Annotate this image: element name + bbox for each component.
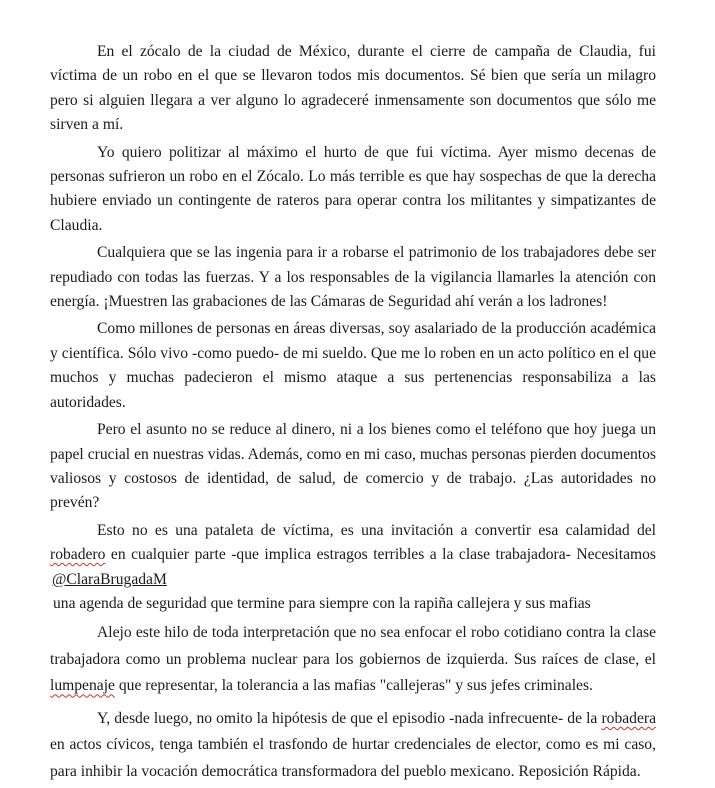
paragraph-4: Como millones de personas en áreas diversas, soy asalariado de la producción académica y científica. Sólo vivo -como puedo- de mi sueldo. Que me lo roben en un acto político en el que muchos y muchas padecieron el mismo ataque a sus pertenencias responsabiliza a las autoridades. xyxy=(50,320,656,411)
paragraph-8 xyxy=(50,706,656,786)
paragraph-7-text-b: que representar, la tolerancia a las mafias "callejeras" y sus jefes criminales. xyxy=(118,677,593,695)
paragraph-6-continuation: una agenda de seguridad que termine para siempre con la rapiña callejera y sus mafias xyxy=(53,594,591,612)
spelling-flag-robadera[interactable]: robadera xyxy=(601,709,656,727)
mention-link[interactable]: @ClaraBrugadaM xyxy=(52,570,167,588)
paragraph-1: En el zócalo de la ciudad de México, durante el cierre de campaña de Claudia, fui víctima de un robo en el que se llevaron todos mis documentos. Sé bien que sería un milagro pero si alguien llegara a ver alguno lo agradeceré inmensamente son documentos que sólo me sirven a mí. xyxy=(50,43,656,134)
paragraph-3: Cualquiera que se las ingenia para ir a robarse el patrimonio de los trabajadores debe ser repudiado con todas las fuerzas. Y a los responsables de la vigilancia llamarles la atención con energía. ¡Muestren las grabaciones de las Cámaras de Seguridad ahí verán a los ladrones! xyxy=(50,244,656,311)
spelling-flag-robadero[interactable]: robadero xyxy=(50,546,106,564)
paragraph-7 xyxy=(50,620,656,700)
paragraph-6-text-b: en cualquier parte -que implica estragos terribles a la clase trabajadora- Necesitamos xyxy=(110,546,656,564)
document-page xyxy=(50,40,656,788)
paragraph-7-text-a: Alejo este hilo de toda interpretación que no sea enfocar el robo cotidiano contra la clase trabajadora como un problema nuclear para los gobiernos de izquierda. Sus raíces de clase, el xyxy=(50,624,656,668)
paragraph-6-text-a: Esto no es una pataleta de víctima, es una invitación a convertir esa calamidad del xyxy=(97,521,656,539)
paragraph-2: Yo quiero politizar al máximo el hurto de que fui víctima. Ayer mismo decenas de personas sufrieron un robo en el Zócalo. Lo más terrible es que hay sospechas de que la derecha hubiere enviado un contingente de rateros para operar contra los militantes y simpatizantes de Claudia. xyxy=(50,143,656,234)
paragraph-8-text-b: en actos cívicos, tenga también el trasfondo de hurtar credenciales de elector, como es mi caso, para inhibir la vocación democrática transformadora del pueblo mexicano. Reposición Rápida. xyxy=(50,736,656,780)
paragraph-5: Pero el asunto no se reduce al dinero, ni a los bienes como el teléfono que hoy juega un papel crucial en nuestras vidas. Además, como en mi caso, muchas personas pierden documentos valiosos y costosos de identidad, de salud, de comercio y de trabajo. ¿Las autoridades no prevén? xyxy=(50,421,656,512)
spelling-flag-lumpenaje[interactable]: lumpenaje xyxy=(50,677,115,695)
paragraph-6 xyxy=(50,519,656,592)
paragraph-8-text-a: Y, desde luego, no omito la hipótesis de que el episodio -nada infrecuente- de la xyxy=(97,709,598,727)
